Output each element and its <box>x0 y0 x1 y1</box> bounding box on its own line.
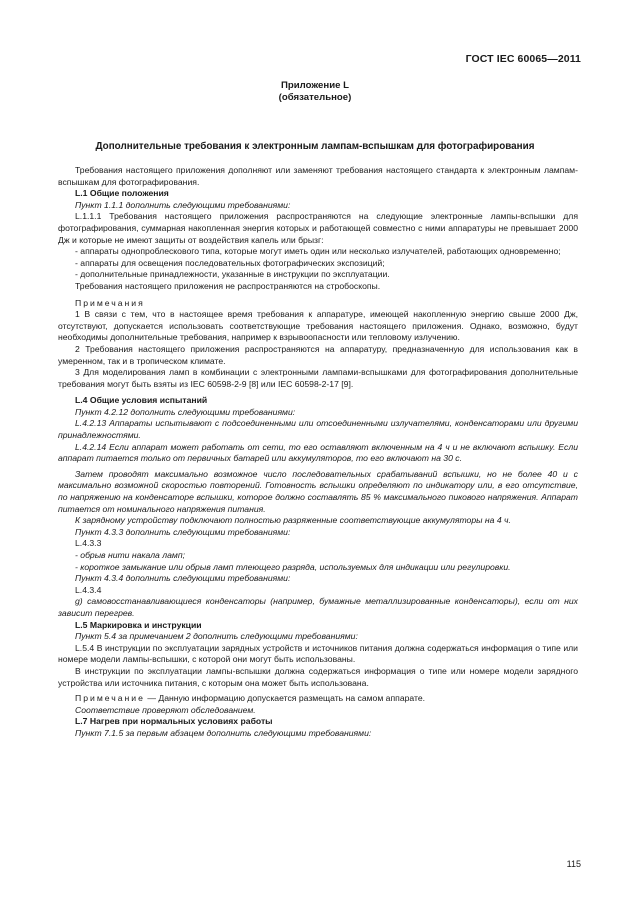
paragraph: Пункт 4.3.3 дополнить следующими требованиями: <box>75 526 291 537</box>
list-item: - аппараты для освещения последовательных фотографических экспозиций; <box>75 257 385 268</box>
note-item: 1 В связи с тем, что в настоящее время требования к аппаратуре, имеющей накопленную энергию свыше 2000 Дж, отсутствуют, допускается использовать соответствующие требования настоящего приложения. Однако, возможно, будут необходимы дополнительные требования, например к взрывоопасности или тепловому излучению. <box>58 309 578 343</box>
document-body <box>58 165 578 740</box>
list-item: - дополнительные принадлежности, указанные в инструкции по эксплуатации. <box>75 269 390 280</box>
list-item: - аппараты однопроблескового типа, которые могут иметь один или несколько излучателей, работающих одновременно; <box>75 246 561 257</box>
paragraph: Пункт 1.1.1 дополнить следующими требованиями: <box>75 199 291 210</box>
note-label: Примечание <box>75 693 145 704</box>
section-heading: L.5 Маркировка и инструкции <box>75 619 202 630</box>
paragraph: L.4.2.14 Если аппарат может работать от сети, то его оставляют включенным на 4 ч и не включают вспышку. Если аппарат питается только от первичных батарей или аккумуляторов, то его включают на 30 с. <box>58 441 578 464</box>
section-heading: L.4 Общие условия испытаний <box>75 395 208 406</box>
list-item: g) самовосстанавливающиеся конденсаторы (например, бумажные металлизированные конденсаторы), если от них зависит перегрев. <box>58 596 578 618</box>
clause-number: L.4.3.4 <box>75 584 102 595</box>
list-item: - короткое замыкание или обрыв ламп тлеющего разряда, используемых для индикации или регулировки. <box>75 561 511 572</box>
paragraph: L.5.4 В инструкции по эксплуатации зарядных устройств и источников питания должна содержаться информация о типе или номере модели лампы-вспышки, с которой они могут быть использованы. <box>58 642 578 665</box>
note-text: — Данную информацию допускается размещать на самом аппарате. <box>147 693 426 704</box>
standard-header: ГОСТ IEC 60065—2011 <box>465 53 581 65</box>
paragraph: Соответствие проверяют обследованием. <box>75 704 256 715</box>
paragraph: Пункт 7.1.5 за первым абзацем дополнить следующими требованиями: <box>75 727 372 738</box>
clause-number: L.4.3.3 <box>75 538 102 549</box>
paragraph: В инструкции по эксплуатации лампы-вспышки должна содержаться информация о типе или номере модели зарядного устройства или источника питания, с которым она может быть использована. <box>58 665 578 688</box>
annex-status: (обязательное) <box>278 92 352 103</box>
page-title: Дополнительные требования к электронным лампам-вспышкам для фотографирования <box>95 141 535 152</box>
paragraph: К зарядному устройству подключают полностью разряженные соответствующие аккумуляторы на 4 ч. <box>75 515 511 526</box>
paragraph: Затем проводят максимально возможное число последовательных срабатываний вспышки, но не более 40 и с максимально возможной скоростью повторений. Готовность вспышки определяют по индикатору или, в его отсутствие, по напряжению на конденсаторе вспышки, которое должно составлять 85 % максимального пикового напряжения. Аппарат питается от номинального напряжения питания. <box>58 468 578 514</box>
section-heading: L.7 Нагрев при нормальных условиях работы <box>75 716 273 727</box>
paragraph: Пункт 5.4 за примечанием 2 дополнить следующими требованиями: <box>75 631 358 642</box>
list-item: - обрыв нити накала ламп; <box>75 550 185 560</box>
paragraph: Требования настоящего приложения не распространяются на стробоскопы. <box>75 280 381 291</box>
paragraph: L.1.1.1 Требования настоящего приложения распространяются на следующие электронные лампы-вспышки для фотографирования, суммарная накопленная энергия которых и работающей совместно с ними аппаратуры не превышает 2000 Дж и которые не имеют защиты от воздействия капель или брызг: <box>58 211 578 245</box>
section-heading: L.1 Общие положения <box>75 188 169 199</box>
notes-heading: Примечания <box>75 297 145 308</box>
note-item: 2 Требования настоящего приложения распространяются на аппаратуру, предназначенную для использования как в умеренном, так и в тропическом климате. <box>58 343 578 366</box>
paragraph: Пункт 4.3.4 дополнить следующими требованиями: <box>75 573 291 584</box>
note-item: 3 Для моделирования ламп в комбинации с электронными лампами-вспышками для фотографирования дополнительные требования могут быть взяты из IEC 60598-2-9 [8] или IEC 60598-2-17 [9]. <box>58 367 578 389</box>
paragraph: Требования настоящего приложения дополняют или заменяют требования настоящего стандарта к электронным лампам-вспышкам для фотографирования. <box>58 165 578 187</box>
paragraph: L.4.2.13 Аппараты испытывают с подсоединенными или отсоединенными излучателями, конденсаторами или другими принадлежностями. <box>58 418 578 441</box>
paragraph: Пункт 4.2.12 дополнить следующими требованиями: <box>75 406 296 417</box>
annex-name: Приложение L <box>281 80 349 91</box>
note-line <box>58 693 578 705</box>
page-number: 115 <box>566 859 581 869</box>
